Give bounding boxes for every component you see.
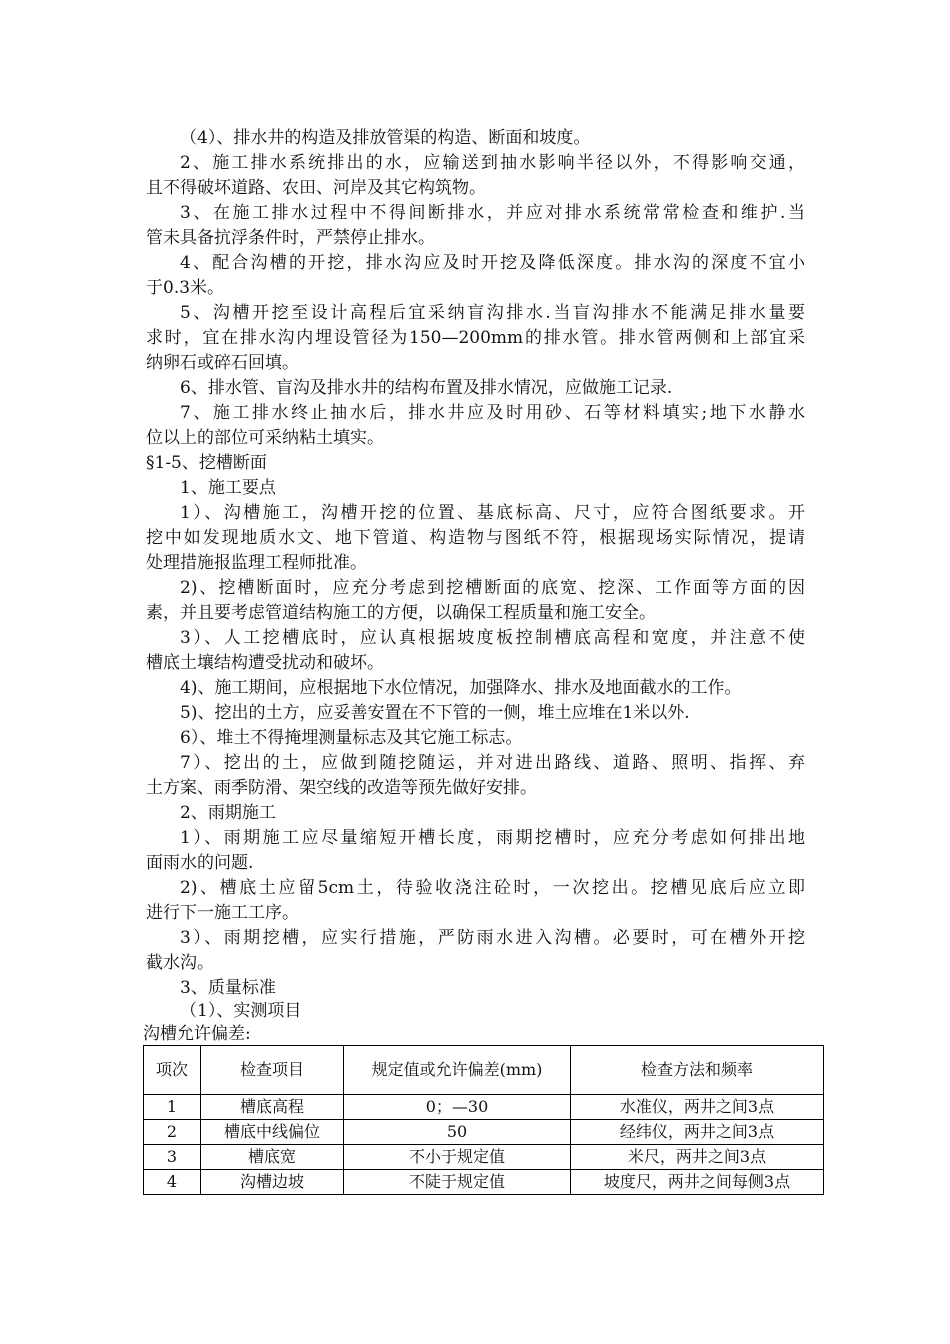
text-line: （1）、实测项目 (180, 1001, 302, 1021)
section-heading: §1-5、挖槽断面 (146, 453, 267, 473)
table-cell: 槽底中线偏位 (201, 1120, 344, 1145)
text-line: 4、配合沟槽的开挖，排水沟应及时开挖及降低深度。排水沟的深度不宜小 (180, 253, 805, 273)
header-cell: 检查方法和频率 (571, 1046, 824, 1095)
table-cell: 槽底高程 (201, 1095, 344, 1120)
table-cell: 槽底宽 (201, 1145, 344, 1170)
tolerance-table (143, 1045, 824, 1195)
table-cell: 3 (144, 1145, 201, 1170)
table-cell: 不陡于规定值 (344, 1170, 571, 1195)
table-cell: 不小于规定值 (344, 1145, 571, 1170)
table-row (144, 1145, 824, 1170)
text-line: 纳卵石或碎石回填。 (146, 353, 299, 373)
text-line: 挖中如发现地质水文、地下管道、构造物与图纸不符，根据现场实际情况，提请 (146, 528, 805, 548)
text-line: 2)、挖槽断面时，应充分考虑到挖槽断面的底宽、挖深、工作面等方面的因 (180, 578, 805, 598)
table-cell: 0；—30 (344, 1095, 571, 1120)
header-cell: 规定值或允许偏差(mm) (344, 1046, 571, 1095)
table-cell: 坡度尺，两井之间每侧3点 (571, 1170, 824, 1195)
header-cell: 检查项目 (201, 1046, 344, 1095)
text-line: 4)、施工期间，应根据地下水位情况，加强降水、排水及地面截水的工作。 (180, 678, 742, 698)
table-row (144, 1095, 824, 1120)
table-caption: 沟槽允许偏差: (143, 1024, 251, 1044)
text-line: 3、在施工排水过程中不得间断排水，并应对排水系统常常检查和维护.当 (180, 203, 805, 223)
text-line: 槽底土壤结构遭受扰动和破坏。 (146, 653, 384, 673)
text-line: 求时，宜在排水沟内埋设管径为150—200mm的排水管。排水管两侧和上部宜采 (146, 328, 805, 348)
subsection-heading: 1、施工要点 (180, 478, 276, 498)
table-cell: 沟槽边坡 (201, 1170, 344, 1195)
text-line: （4）、排水井的构造及排放管渠的构造、断面和坡度。 (180, 128, 591, 148)
text-line: 2、施工排水系统排出的水，应输送到抽水影响半径以外，不得影响交通， (180, 153, 805, 173)
table-cell: 4 (144, 1170, 201, 1195)
text-line: 7）、挖出的土，应做到随挖随运，并对进出路线、道路、照明、指挥、弃 (180, 753, 805, 773)
text-line: 于0.3米。 (146, 278, 225, 298)
text-line: 5、沟槽开挖至设计高程后宜采纳盲沟排水.当盲沟排水不能满足排水量要 (180, 303, 805, 323)
table-cell: 水准仪，两井之间3点 (571, 1095, 824, 1120)
text-line: 3）、雨期挖槽，应实行措施，严防雨水进入沟槽。必要时，可在槽外开挖 (180, 928, 805, 948)
table-row (144, 1120, 824, 1145)
text-line: 5)、挖出的土方，应妥善安置在不下管的一侧，堆土应堆在1米以外. (180, 703, 690, 723)
table-cell: 经纬仪，两井之间3点 (571, 1120, 824, 1145)
text-line: 面雨水的问题. (146, 853, 254, 873)
text-line: 6）、堆土不得掩埋测量标志及其它施工标志。 (180, 728, 523, 748)
text-line: 素，并且要考虑管道结构施工的方便，以确保工程质量和施工安全。 (146, 603, 656, 623)
subsection-heading: 2、雨期施工 (180, 803, 276, 823)
table-header-row (144, 1046, 824, 1095)
text-line: 管未具备抗浮条件时，严禁停止排水。 (146, 228, 435, 248)
text-line: 位以上的部位可采纳粘土填实。 (146, 428, 384, 448)
text-line: 3）、人工挖槽底时，应认真根据坡度板控制槽底高程和宽度，并注意不使 (180, 628, 805, 648)
text-line: 7、施工排水终止抽水后，排水井应及时用砂、石等材料填实;地下水静水 (180, 403, 805, 423)
text-line: 1）、雨期施工应尽量缩短开槽长度，雨期挖槽时，应充分考虑如何排出地 (180, 828, 805, 848)
table-cell: 50 (344, 1120, 571, 1145)
header-cell: 项次 (144, 1046, 201, 1095)
text-line: 且不得破坏道路、农田、河岸及其它构筑物。 (146, 178, 486, 198)
text-line: 截水沟。 (146, 953, 214, 973)
text-line: 处理措施报监理工程师批准。 (146, 553, 367, 573)
table-row (144, 1170, 824, 1195)
table-cell: 1 (144, 1095, 201, 1120)
table-cell: 2 (144, 1120, 201, 1145)
table-cell: 米尺，两井之间3点 (571, 1145, 824, 1170)
text-line: 2)、槽底土应留5cm土，待验收浇注砼时，一次挖出。挖槽见底后应立即 (180, 878, 805, 898)
text-line: 土方案、雨季防滑、架空线的改造等预先做好安排。 (146, 778, 537, 798)
text-line: 6、排水管、盲沟及排水井的结构布置及排水情况，应做施工记录. (180, 378, 673, 398)
text-line: 1）、沟槽施工，沟槽开挖的位置、基底标高、尺寸，应符合图纸要求。开 (180, 503, 805, 523)
text-line: 进行下一施工工序。 (146, 903, 299, 923)
subsection-heading: 3、质量标准 (180, 978, 276, 998)
